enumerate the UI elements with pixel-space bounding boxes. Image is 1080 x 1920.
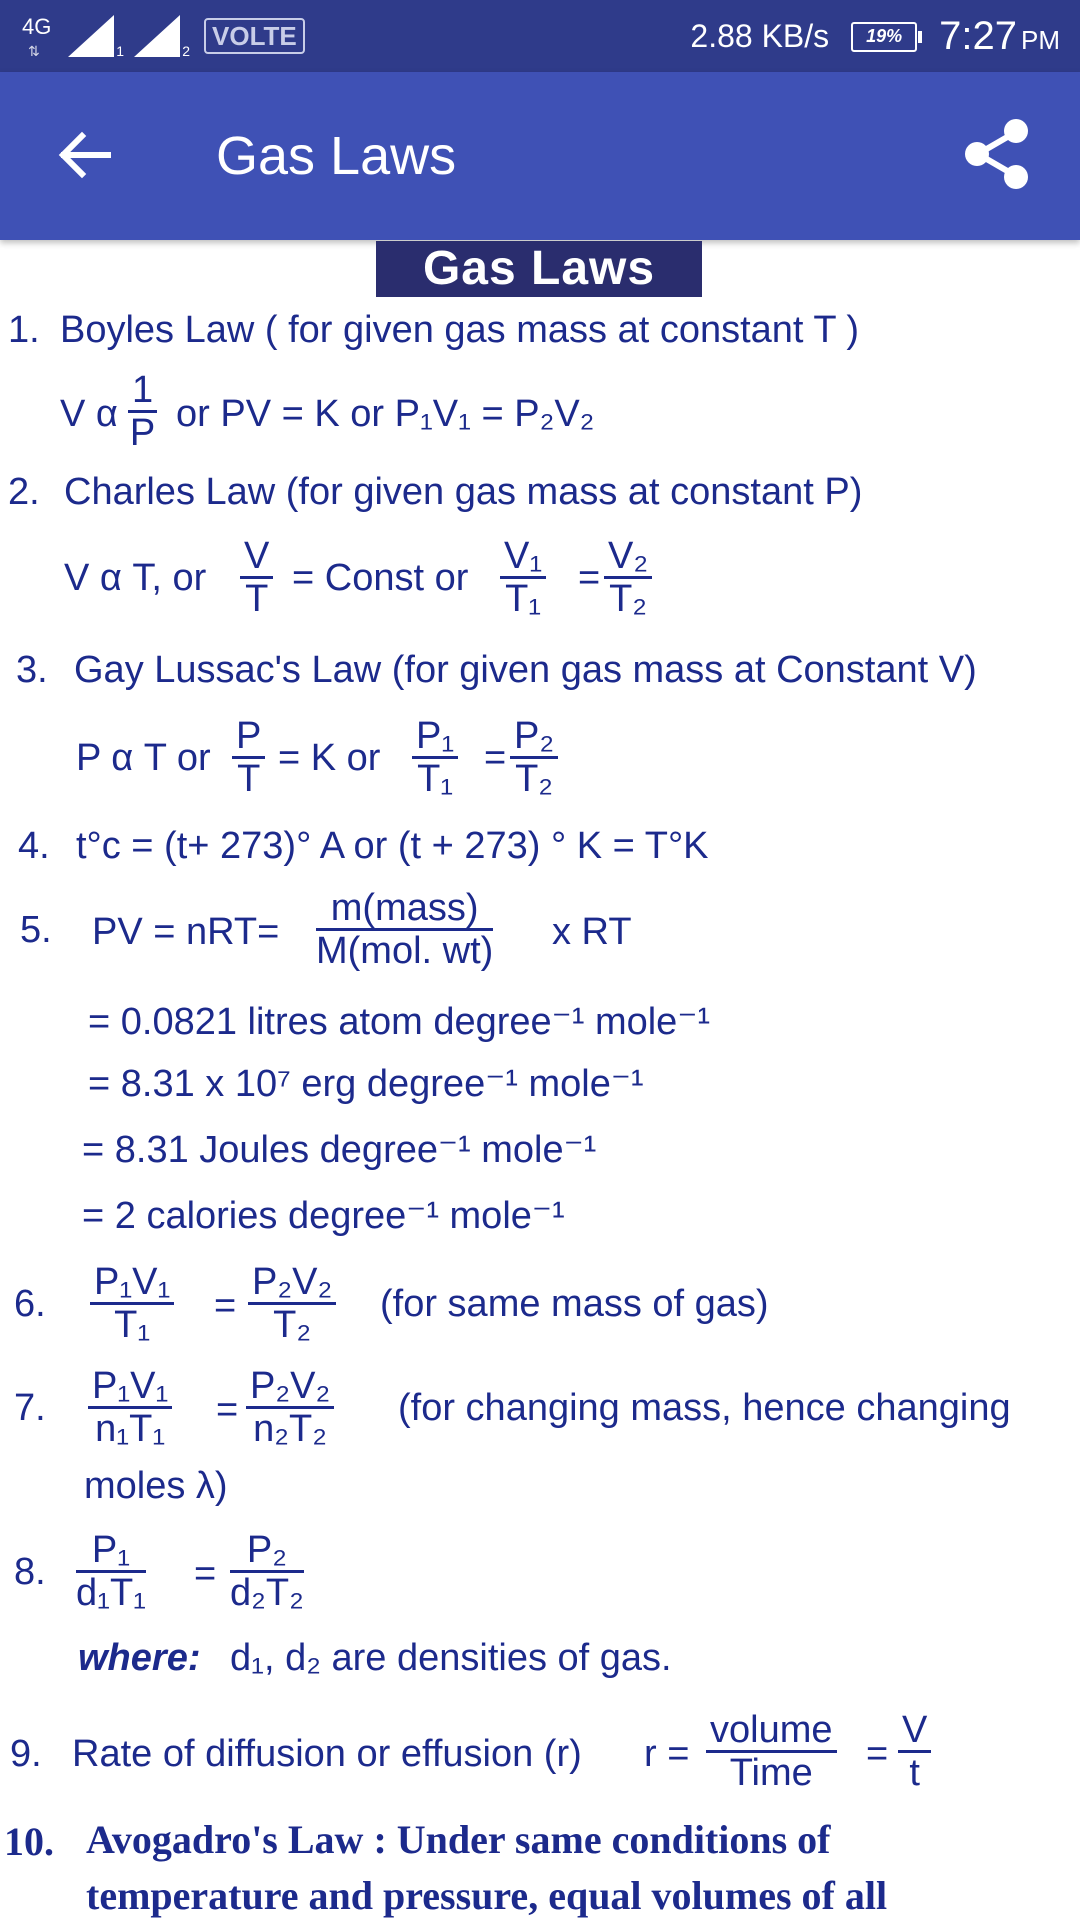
gay-lussac-fraction-2: $\frac{\text{P₁}}{\text{T₁}}$: [412, 716, 458, 799]
charles-law-heading: Charles Law (for given gas mass at constant P): [64, 471, 863, 513]
network-speed: 2.88 KB/s: [690, 18, 830, 54]
boyles-fraction: $\frac{1}{P}$: [129, 369, 156, 454]
gay-lussac-heading: Gay Lussac's Law (for given gas mass at Constant V): [74, 649, 977, 691]
document-banner: Gas Laws: [376, 241, 702, 297]
charles-mid: = Const or: [292, 557, 469, 599]
avogadro-heading: Avogadro's Law : Under same conditions of: [86, 1817, 831, 1862]
arrow-left-icon: [52, 122, 118, 188]
charles-equals: =: [578, 557, 601, 599]
gay-lussac-equals: =: [484, 737, 507, 779]
share-button[interactable]: [960, 116, 1036, 192]
ideal-gas-suffix: x RT: [552, 911, 632, 953]
volte-badge: VOLTE: [204, 18, 305, 54]
share-icon: [960, 116, 1036, 192]
item-number: 5.: [20, 909, 52, 951]
density-fraction-2: $\frac{\text{P₂}}{\text{d₂T₂}}$: [230, 1529, 304, 1614]
item-number: 9.: [10, 1733, 42, 1775]
back-button[interactable]: [52, 122, 118, 188]
charles-fraction-2: $\frac{\text{V₁}}{\text{T₁}}$: [500, 536, 546, 619]
charles-prefix: V α T, or: [64, 557, 207, 599]
density-equals: =: [194, 1553, 217, 1595]
charles-fraction-1: $\frac{V}{T}$: [240, 536, 273, 619]
clock: 7:27 PM: [939, 14, 1060, 58]
diffusion-equals: =: [866, 1733, 889, 1775]
changing-mass-note-cont: moles λ): [84, 1465, 228, 1507]
gay-lussac-fraction-3: $\frac{\text{P₂}}{\text{T₂}}$: [510, 716, 558, 799]
combined-law-note: (for same mass of gas): [380, 1283, 769, 1325]
item-number: 10.: [4, 1819, 54, 1864]
changing-mass-equals: =: [216, 1389, 239, 1431]
item-number: 2.: [8, 471, 40, 513]
item-number: 4.: [18, 825, 50, 867]
charles-fraction-3: $\frac{\text{V₂}}{\text{T₂}}$: [604, 536, 652, 619]
gay-lussac-fraction-1: $\frac{P}{T}$: [232, 716, 265, 799]
battery-icon: 19%: [851, 22, 917, 52]
changing-mass-fraction-2: $\frac{\text{P₂V₂}}{\text{n₂T₂}}$: [246, 1366, 334, 1449]
density-definition: d₁, d₂ are densities of gas.: [230, 1637, 672, 1679]
app-title: Gas Laws: [216, 126, 457, 186]
item-number: 1.: [8, 309, 40, 351]
network-type-icon: 4G ⇅: [22, 14, 52, 59]
gay-lussac-mid: = K or: [278, 737, 381, 779]
item-number: 7.: [14, 1387, 46, 1429]
gas-constant-calories: = 2 calories degree⁻¹ mole⁻¹: [82, 1195, 565, 1237]
diffusion-fraction-2: $\frac{V}{t}$: [898, 1710, 931, 1793]
changing-mass-note: (for changing mass, hence changing: [398, 1387, 1011, 1429]
document-content: [0, 240, 1080, 1920]
gay-lussac-prefix: P α T or: [76, 737, 211, 779]
signal-sim2-icon: 2: [134, 15, 180, 57]
item-number: 6.: [14, 1283, 46, 1325]
ideal-gas-fraction: m(mass) M(mol. wt): [316, 887, 494, 972]
avogadro-text-cont: temperature and pressure, equal volumes of all: [86, 1873, 888, 1918]
gas-constant-joules: = 8.31 Joules degree⁻¹ mole⁻¹: [82, 1129, 597, 1171]
boyles-formula: or PV = K or P₁V₁ = P₂V₂: [176, 393, 595, 435]
signal-sim1-icon: 1: [68, 15, 114, 57]
combined-law-fraction-2: $\frac{\text{P₂V₂}}{\text{T₂}}$: [248, 1262, 336, 1345]
diffusion-rate-symbol: r =: [644, 1733, 690, 1775]
density-fraction-1: $\frac{\text{P₁}}{\text{d₁T₁}}$: [76, 1529, 146, 1614]
temperature-conversion: t°c = (t+ 273)° A or (t + 273) ° K = T°K: [76, 825, 709, 867]
app-bar: [0, 72, 1080, 240]
gas-constant-erg: = 8.31 x 10⁷ erg degree⁻¹ mole⁻¹: [88, 1063, 644, 1105]
combined-law-equals: =: [214, 1285, 237, 1327]
item-number: 8.: [14, 1551, 46, 1593]
combined-law-fraction-1: $\frac{\text{P₁V₁}}{\text{T₁}}$: [90, 1262, 174, 1345]
diffusion-fraction-1: volume Time: [706, 1710, 837, 1793]
changing-mass-fraction-1: $\frac{\text{P₁V₁}}{\text{n₁T₁}}$: [88, 1366, 172, 1449]
gas-constant-litres: = 0.0821 litres atom degree⁻¹ mole⁻¹: [88, 1001, 711, 1043]
status-bar: [0, 0, 1080, 72]
item-number: 3.: [16, 649, 48, 691]
boyles-prefix: V α: [60, 393, 118, 435]
ideal-gas-prefix: PV = nRT=: [92, 911, 280, 953]
where-label: where:: [78, 1637, 201, 1679]
boyles-law-heading: Boyles Law ( for given gas mass at constant T ): [60, 309, 860, 351]
diffusion-heading: Rate of diffusion or effusion (r): [72, 1733, 582, 1775]
